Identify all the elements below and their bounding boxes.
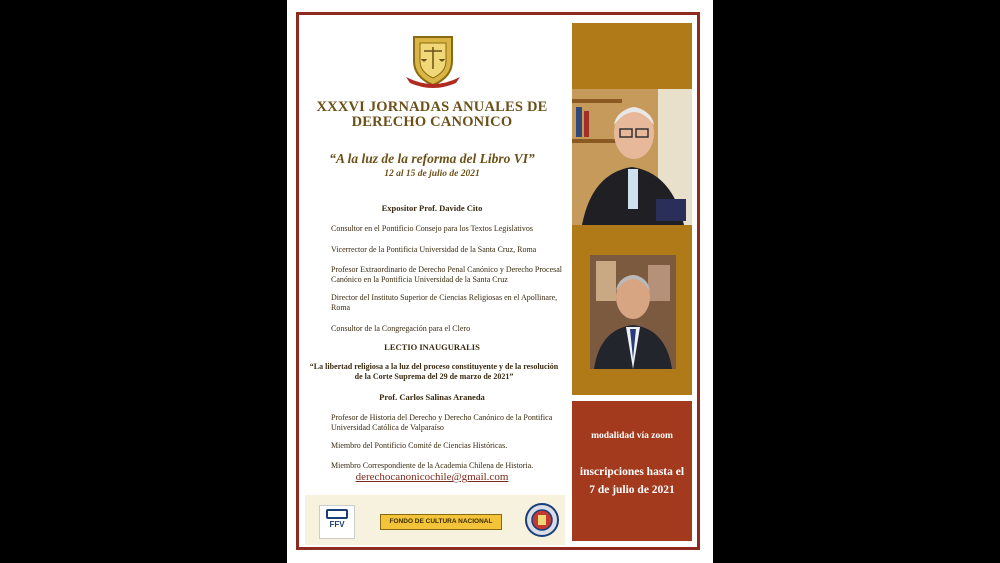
sponsor-logos-strip [305, 495, 565, 545]
lectio-item: Miembro Correspondiente de la Academia Chilena de Historia. [331, 461, 534, 470]
lectio-item: Miembro del Pontificio Comité de Ciencias Históricas. [331, 441, 508, 450]
lectio-heading: LECTIO INAUGURALIS [384, 342, 480, 352]
event-subtitle: “A la luz de la reforma del Libro VI” [329, 151, 535, 166]
ffv-mark-icon [326, 509, 348, 519]
contact-email-link[interactable]: derechocanonicochile@gmail.com [355, 471, 509, 483]
inscripciones-text [572, 463, 692, 499]
expositor-item: Director del Instituto Superior de Ciencias Religiosas en el Apollinare, Roma [331, 293, 558, 312]
inscripciones-line2: 7 de julio de 2021 [589, 484, 675, 496]
expositor-item: Profesor Extraordinario de Derecho Penal Canónico y Derecho Procesal Canónico en la Pontificia Universidad de la Santa Cruz [331, 265, 563, 284]
expositor-item: Vicerrector de la Pontificia Universidad de la Santa Cruz, Roma [331, 245, 537, 254]
fondo-cultura-logo: FONDO DE CULTURA NACIONAL [380, 514, 502, 530]
crest-logo [404, 31, 462, 89]
inscripciones-line1: inscripciones hasta el [579, 466, 685, 478]
university-seal-icon [525, 503, 559, 537]
lectio-quote: “La libertad religiosa a la luz del proceso constituyente y de la resolución de la Corte Suprema del 29 de marzo de 2021” [309, 362, 559, 381]
lectio-item: Profesor de Historia del Derecho y Derecho Canónico de la Pontifica Universidad Católica de Valparaíso [331, 413, 553, 432]
registration-info-box [572, 401, 692, 541]
speaker-photo-davide-cito [572, 89, 692, 225]
lectio-speaker: Prof. Carlos Salinas Araneda [379, 392, 485, 402]
gold-panel-top [572, 23, 692, 89]
poster-text-column [299, 15, 565, 547]
ffv-logo-text: FFV [329, 520, 345, 529]
modalidad-text: modalidad vía zoom [591, 431, 673, 441]
event-dates: 12 al 15 de julio de 2021 [384, 169, 480, 179]
poster-frame [296, 12, 700, 550]
event-title-line1: XXXVI JORNADAS ANUALES DE [316, 99, 548, 115]
expositor-heading: Expositor Prof. Davide Cito [381, 203, 483, 213]
event-title [299, 100, 565, 130]
poster-image-column [569, 15, 697, 547]
ffv-logo [319, 505, 355, 539]
event-title-line2: DERECHO CANONICO [351, 114, 513, 130]
speaker-photo-carlos-salinas [590, 255, 676, 369]
expositor-item: Consultor de la Congregación para el Clero [331, 324, 471, 333]
expositor-item: Consultor en el Pontificio Consejo para los Textos Legislativos [331, 224, 533, 233]
